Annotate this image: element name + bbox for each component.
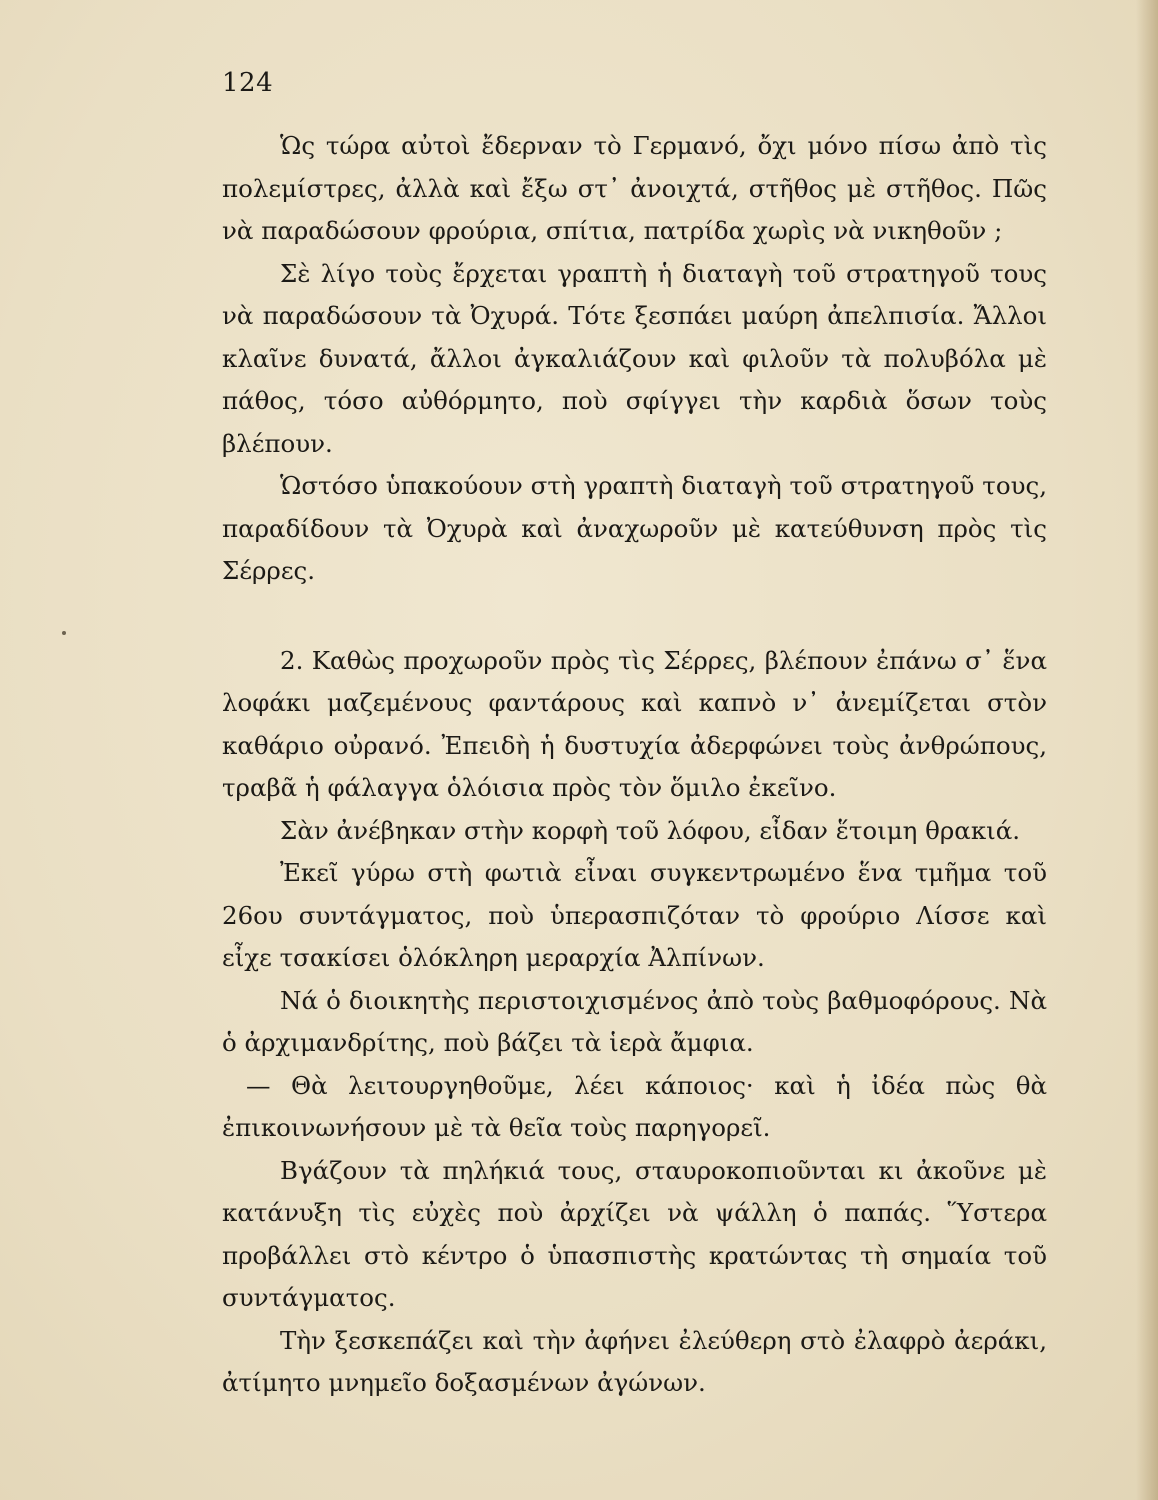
paragraph-4: 2. Καθὼς προχωροῦν πρὸς τὶς Σέρρες, βλέπουν ἐπάνω σ᾽ ἕνα λοφάκι μαζεμένους φαντάρους καὶ καπνὸ ν᾽ ἀνεμίζεται στὸν καθάριο οὐρανό. Ἐπειδὴ ἡ δυστυχία ἀδερφώνει τοὺς ἀνθρώπους, τραβᾶ ἡ φάλαγγα ὁλόισια πρὸς τὸν ὅμιλο ἐκεῖνο.	[222, 645, 1047, 802]
paragraph-1: Ὡς τώρα αὐτοὶ ἔδερναν τὸ Γερμανό, ὄχι μόνο πίσω ἀπὸ τὶς πολεμίστρες, ἀλλὰ καὶ ἔξω στ᾽ ἀνοιχτά, στῆθος μὲ στῆθος. Πῶς νὰ παραδώσουν φρούρια, σπίτια, πατρίδα χωρὶς νὰ νικηθοῦν ;	[222, 131, 1047, 245]
paragraph-3: Ὡστόσο ὑπακούουν στὴ γραπτὴ διαταγὴ τοῦ στρατηγοῦ τους, παραδίδουν τὰ Ὀχυρὰ καὶ ἀναχωροῦν μὲ κατεύθυνση πρὸς τὶς Σέρρες.	[222, 471, 1047, 585]
paragraph-2: Σὲ λίγο τοὺς ἔρχεται γραπτὴ ἡ διαταγὴ τοῦ στρατηγοῦ τους νὰ παραδώσουν τὰ Ὀχυρά. Τότε ξεσπάει μαύρη ἀπελπισία. Ἄλλοι κλαῖνε δυνατά, ἄλλοι ἀγκαλιάζουν καὶ φιλοῦν τὰ πολυβόλα μὲ πάθος, τόσο αὐθόρμητο, ποὺ σφίγγει τὴν καρδιὰ ὅσων τοὺς βλέπουν.	[222, 258, 1047, 458]
page-edge-shadow	[1136, 0, 1158, 1500]
paragraph-5: Σὰν ἀνέβηκαν στὴν κορφὴ τοῦ λόφου, εἶδαν ἕτοιμη θρακιά.	[280, 815, 1021, 845]
paragraph-8-dialogue: — Θὰ λειτουργηθοῦμε, λέει κάποιος· καὶ ἡ ἰδέα πὼς θὰ ἐπικοινωνήσουν μὲ τὰ θεῖα τοὺς παρηγορεῖ.	[222, 1070, 1047, 1142]
paragraph-6: Ἐκεῖ γύρω στὴ φωτιὰ εἶναι συγκεντρωμένο ἕνα τμῆμα τοῦ 26ου συντάγματος, ποὺ ὑπερασπιζόταν τὸ φρούριο Λίσσε καὶ εἶχε τσακίσει ὁλόκληρη μεραρχία Ἀλπίνων.	[222, 858, 1047, 972]
paragraph-7: Νά ὁ διοικητὴς περιστοιχισμένος ἀπὸ τοὺς βαθμοφόρους. Νὰ ὁ ἀρχιμανδρίτης, ποὺ βάζει τὰ ἱερὰ ἄμφια.	[222, 985, 1047, 1057]
paragraph-9: Βγάζουν τὰ πηλήκιά τους, σταυροκοπιοῦνται κι ἀκοῦνε μὲ κατάνυξη τὶς εὐχὲς ποὺ ἀρχίζει νὰ ψάλλη ὁ παπάς. Ὕστερα προβάλλει στὸ κέντρο ὁ ὑπασπιστὴς κρατώντας τὴ σημαία τοῦ συντάγματος.	[222, 1155, 1047, 1312]
paper-speck	[62, 631, 66, 635]
page-number: 124	[222, 68, 274, 98]
body-text	[222, 125, 1047, 1405]
paragraph-10: Τὴν ξεσκεπάζει καὶ τὴν ἀφήνει ἐλεύθερη στὸ ἐλαφρὸ ἀεράκι, ἀτίμητο μνημεῖο δοξασμένων ἀγώνων.	[222, 1325, 1047, 1397]
section-break	[222, 593, 1047, 640]
